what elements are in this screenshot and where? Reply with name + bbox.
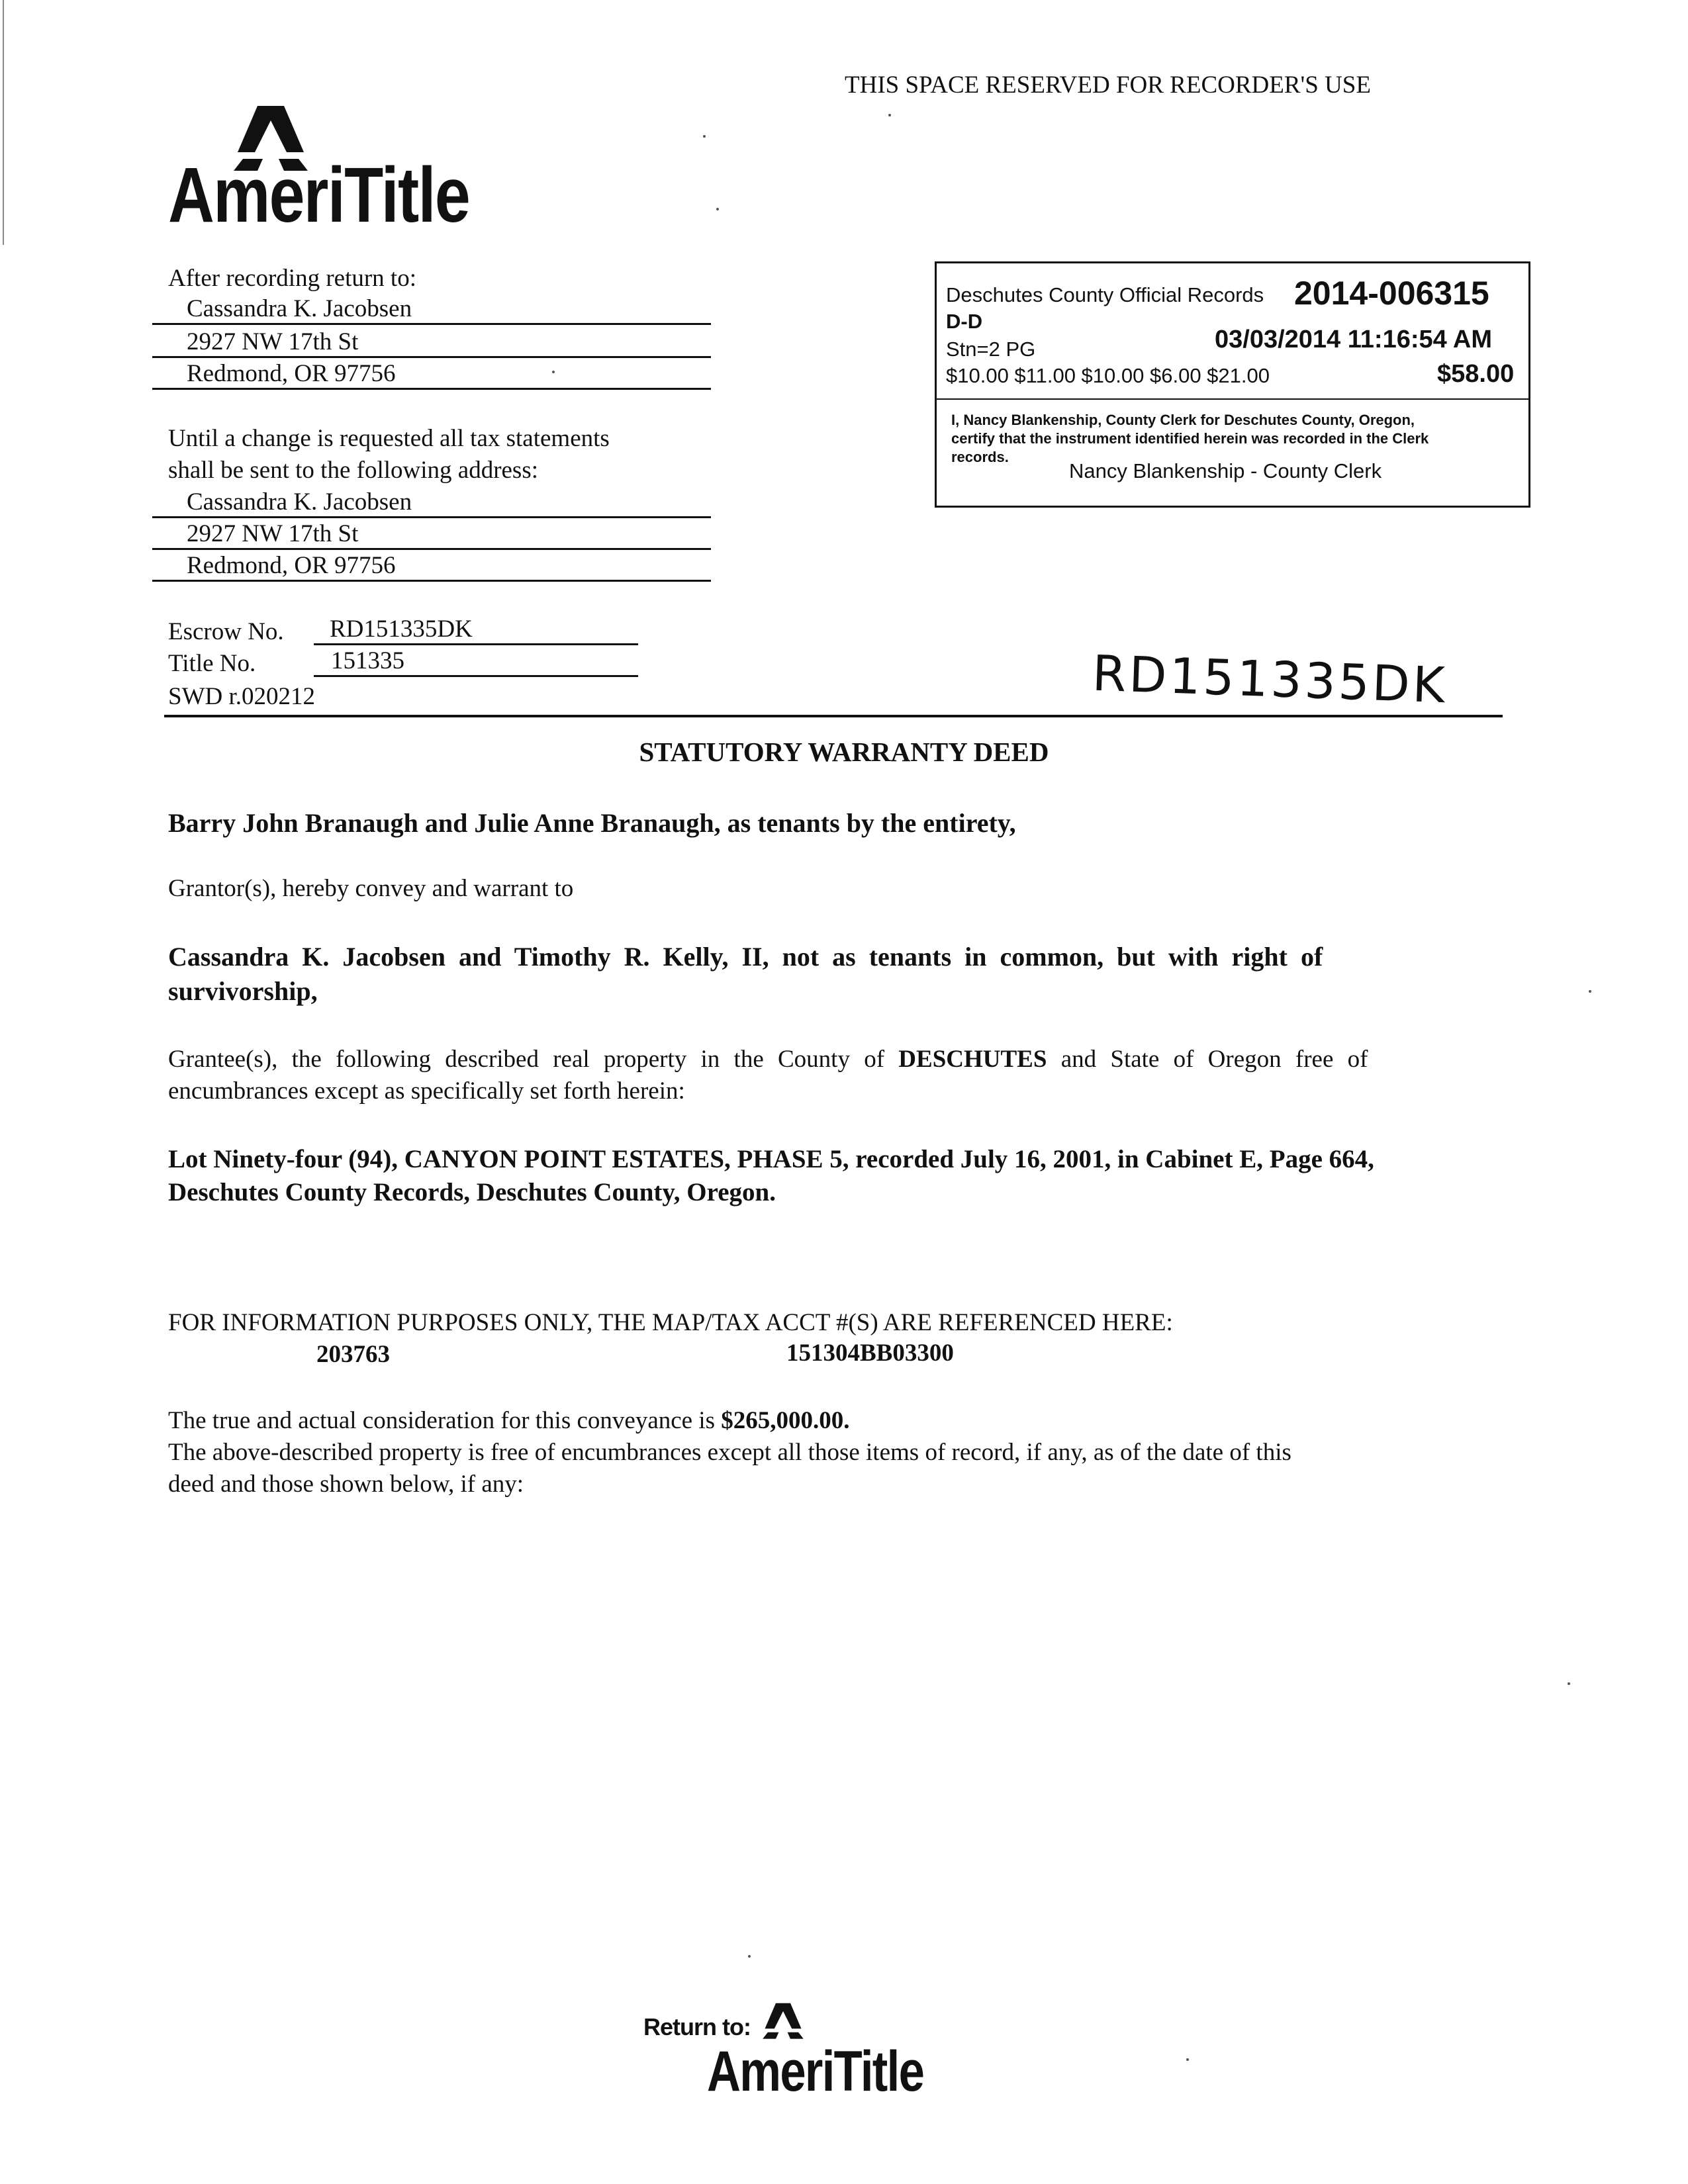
tax-statements-street: 2927 NW 17th St	[187, 520, 359, 547]
consideration-text: The true and actual consideration for this conveyance is	[168, 1407, 722, 1434]
tax-statements-city-underline	[152, 580, 711, 582]
return-to-city-underline	[152, 388, 711, 390]
grantee-clause-line1	[168, 1043, 1466, 1076]
return-to-name-underline	[152, 323, 711, 325]
grantees-line1: Cassandra K. Jacobsen and Timothy R. Kelly, II, not as tenants in common, but with right of	[168, 942, 1323, 972]
title-value: 151335	[331, 647, 404, 674]
scan-speck	[1589, 990, 1591, 993]
scan-speck	[1568, 1682, 1570, 1685]
recorder-cert-line1: I, Nancy Blankenship, County Clerk for Deschutes County, Oregon,	[951, 412, 1415, 428]
ameriitle-footer-logo-text: AmeriTitle	[707, 2040, 924, 2103]
recorder-fees: $10.00 $11.00 $10.00 $6.00 $21.00	[946, 364, 1270, 387]
grantee-clause-part2: and State of Oregon free of	[1047, 1046, 1368, 1073]
recorder-record-number: 2014-006315	[1294, 275, 1489, 312]
recorder-total: $58.00	[1437, 360, 1515, 388]
tax-statements-name-underline	[152, 516, 711, 518]
legal-description-line2: Deschutes County Records, Deschutes County, Oregon.	[168, 1178, 776, 1206]
consideration-line	[168, 1404, 1466, 1437]
return-to-stamp-label: Return to:	[643, 2013, 751, 2040]
tax-statements-line2: shall be sent to the following address:	[168, 457, 539, 484]
escrow-label: Escrow No.	[168, 618, 284, 645]
recorder-office: Deschutes County Official Records	[946, 283, 1264, 306]
return-to-city: Redmond, OR 97756	[187, 360, 396, 387]
grantee-clause-line2: encumbrances except as specifically set forth herein:	[168, 1077, 685, 1105]
return-to-label: After recording return to:	[168, 265, 416, 292]
scan-speck	[703, 135, 706, 138]
recorder-clerk-signature: Nancy Blankenship - County Clerk	[1069, 459, 1382, 482]
county-name: DESCHUTES	[898, 1046, 1047, 1073]
title-underline	[314, 675, 638, 677]
ameriitle-footer-a-mark-icon	[761, 2003, 805, 2044]
map-number: 151304BB03300	[786, 1340, 954, 1367]
header-divider	[164, 715, 1503, 717]
return-to-street: 2927 NW 17th St	[187, 328, 359, 355]
recorder-timestamp: 03/03/2014 11:16:54 AM	[1215, 326, 1493, 353]
grantors: Barry John Branaugh and Julie Anne Branaugh, as tenants by the entirety,	[168, 808, 1016, 838]
grantee-clause-part1: Grantee(s), the following described real property in the County of	[168, 1046, 899, 1073]
encumbrance-line2: deed and those shown below, if any:	[168, 1471, 524, 1498]
info-heading: FOR INFORMATION PURPOSES ONLY, THE MAP/TAX ACCT #(S) ARE REFERENCED HERE:	[168, 1309, 1173, 1336]
recorder-doc-type: D-D	[946, 310, 983, 333]
deed-title: STATUTORY WARRANTY DEED	[639, 737, 1049, 767]
encumbrance-line1: The above-described property is free of encumbrances except all those items of record, if any, as of the date of this	[168, 1439, 1291, 1466]
ameriitle-logo-text: AmeriTitle	[168, 152, 470, 239]
scan-speck	[1186, 2058, 1189, 2061]
ameriitle-logo	[168, 106, 473, 238]
return-to-name: Cassandra K. Jacobsen	[187, 295, 412, 322]
tax-account-number: 203763	[316, 1341, 390, 1368]
recorder-cert-line3: records.	[951, 449, 1009, 465]
return-to-street-underline	[152, 356, 711, 358]
scan-speck	[888, 114, 891, 116]
scan-speck	[748, 1955, 751, 1958]
handwritten-escrow-ref: RD151335DK	[1091, 645, 1448, 715]
tax-statements-name: Cassandra K. Jacobsen	[187, 488, 412, 516]
escrow-value: RD151335DK	[330, 615, 473, 643]
consideration-amount: $265,000.00.	[721, 1407, 850, 1434]
legal-description-line1: Lot Ninety-four (94), CANYON POINT ESTATES, PHASE 5, recorded July 16, 2001, in Cabinet E, Page 664,	[168, 1145, 1374, 1173]
return-to-stamp	[643, 2003, 924, 2122]
recorder-station: Stn=2 PG	[946, 338, 1036, 361]
scan-edge-mark	[3, 0, 4, 245]
scan-speck	[716, 208, 719, 210]
grantor-clause: Grantor(s), hereby convey and warrant to	[168, 875, 574, 902]
recorder-box-divider	[937, 398, 1528, 400]
tax-statements-street-underline	[152, 548, 711, 550]
form-code: SWD r.020212	[168, 683, 315, 710]
recorder-cert-line2: certify that the instrument identified herein was recorded in the Clerk	[951, 430, 1429, 447]
scan-speck	[552, 371, 555, 373]
escrow-underline	[314, 643, 638, 645]
tax-statements-line1: Until a change is requested all tax statements	[168, 425, 610, 452]
recorder-stamp-box	[935, 261, 1530, 508]
grantees-line2: survivorship,	[168, 976, 318, 1006]
title-label: Title No.	[168, 650, 256, 677]
recorder-reserved-label: THIS SPACE RESERVED FOR RECORDER'S USE	[845, 71, 1371, 99]
tax-statements-city: Redmond, OR 97756	[187, 552, 396, 579]
